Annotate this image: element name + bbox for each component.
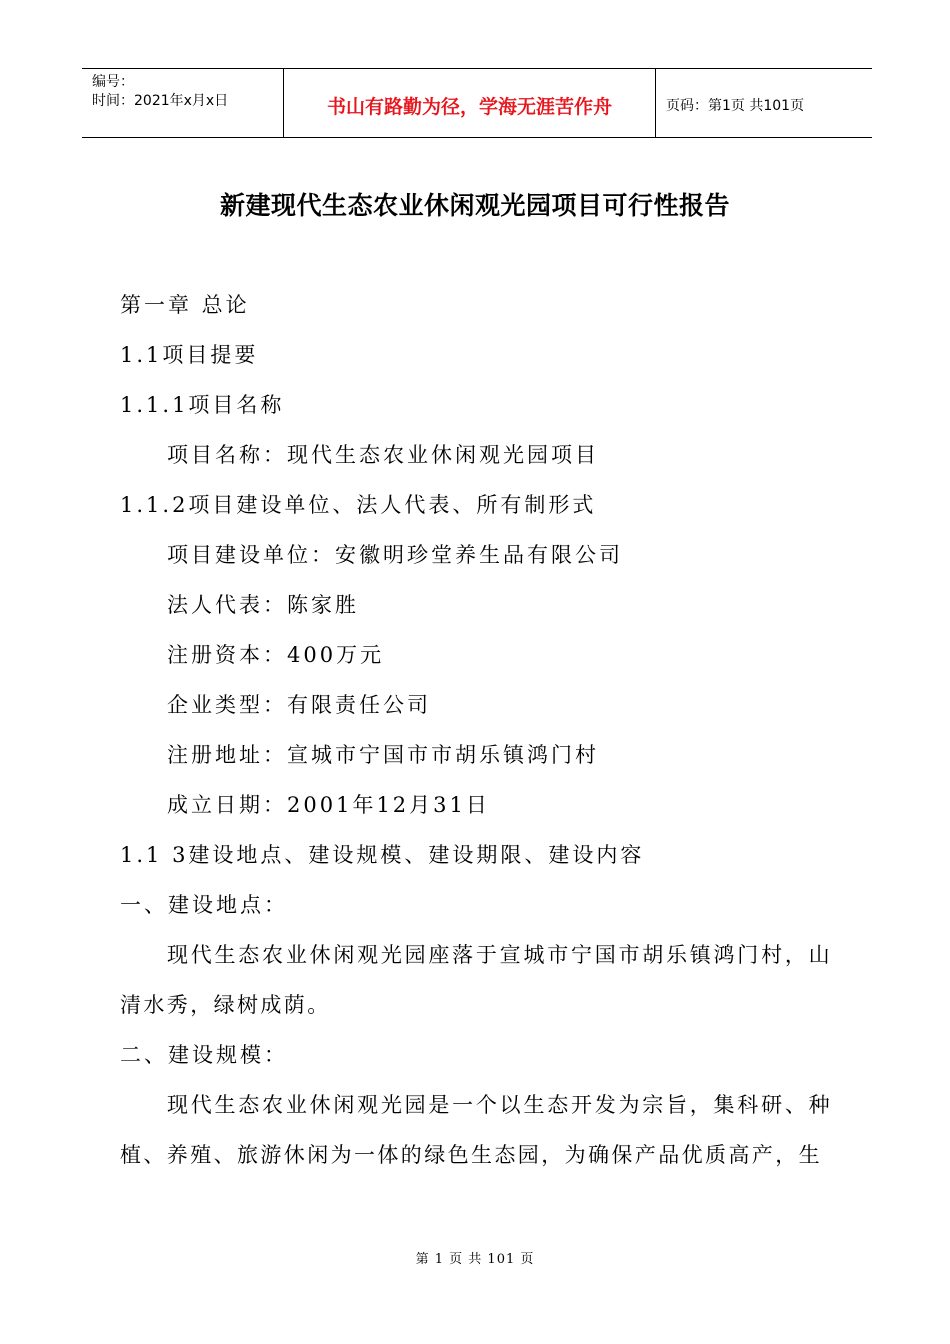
paragraph: 现代生态农业休闲观光园座落于宣城市宁国市胡乐镇鸿门村，山清水秀，绿树成荫。 [120, 943, 832, 1017]
subsection-heading: 1.1.2项目建设单位、法人代表、所有制形式 [120, 493, 597, 517]
enterprise-type: 企业类型：有限责任公司 [167, 693, 431, 717]
registered-capital: 注册资本：400万元 [167, 643, 385, 667]
project-name: 项目名称：现代生态农业休闲观光园项目 [167, 443, 599, 467]
list-heading: 二、建设规模： [120, 1043, 288, 1067]
motto: 书山有路勤为径，学海无涯苦作舟 [284, 69, 656, 137]
time-label: 时间：2021年x月x日 [92, 93, 229, 109]
header-meta-cell [82, 69, 284, 137]
number-label: 编号： [92, 74, 134, 90]
page-info: 页码：第1页 共101页 [666, 98, 805, 114]
establishment-date: 成立日期：2001年12月31日 [167, 793, 490, 817]
page-footer: 第 1 页 共 101 页 [415, 1252, 535, 1267]
section-heading: 1.1项目提要 [120, 343, 259, 367]
legal-representative: 法人代表：陈家胜 [167, 593, 359, 617]
subsection-heading: 1.1 3建设地点、建设规模、建设期限、建设内容 [120, 843, 645, 867]
registered-address: 注册地址：宣城市宁国市市胡乐镇鸿门村 [167, 743, 599, 767]
subsection-heading: 1.1.1项目名称 [120, 393, 285, 417]
document-body [120, 280, 832, 1180]
header-table [82, 68, 872, 138]
document-title: 新建现代生态农业休闲观光园项目可行性报告 [219, 191, 730, 220]
chapter-heading: 第一章 总论 [120, 293, 250, 317]
paragraph: 现代生态农业休闲观光园是一个以生态开发为宗旨，集科研、种植、养殖、旅游休闲为一体的绿色生态园，为确保产品优质高产，生 [120, 1093, 832, 1167]
construction-unit: 项目建设单位：安徽明珍堂养生品有限公司 [167, 543, 623, 567]
list-heading: 一、建设地点： [120, 893, 288, 917]
